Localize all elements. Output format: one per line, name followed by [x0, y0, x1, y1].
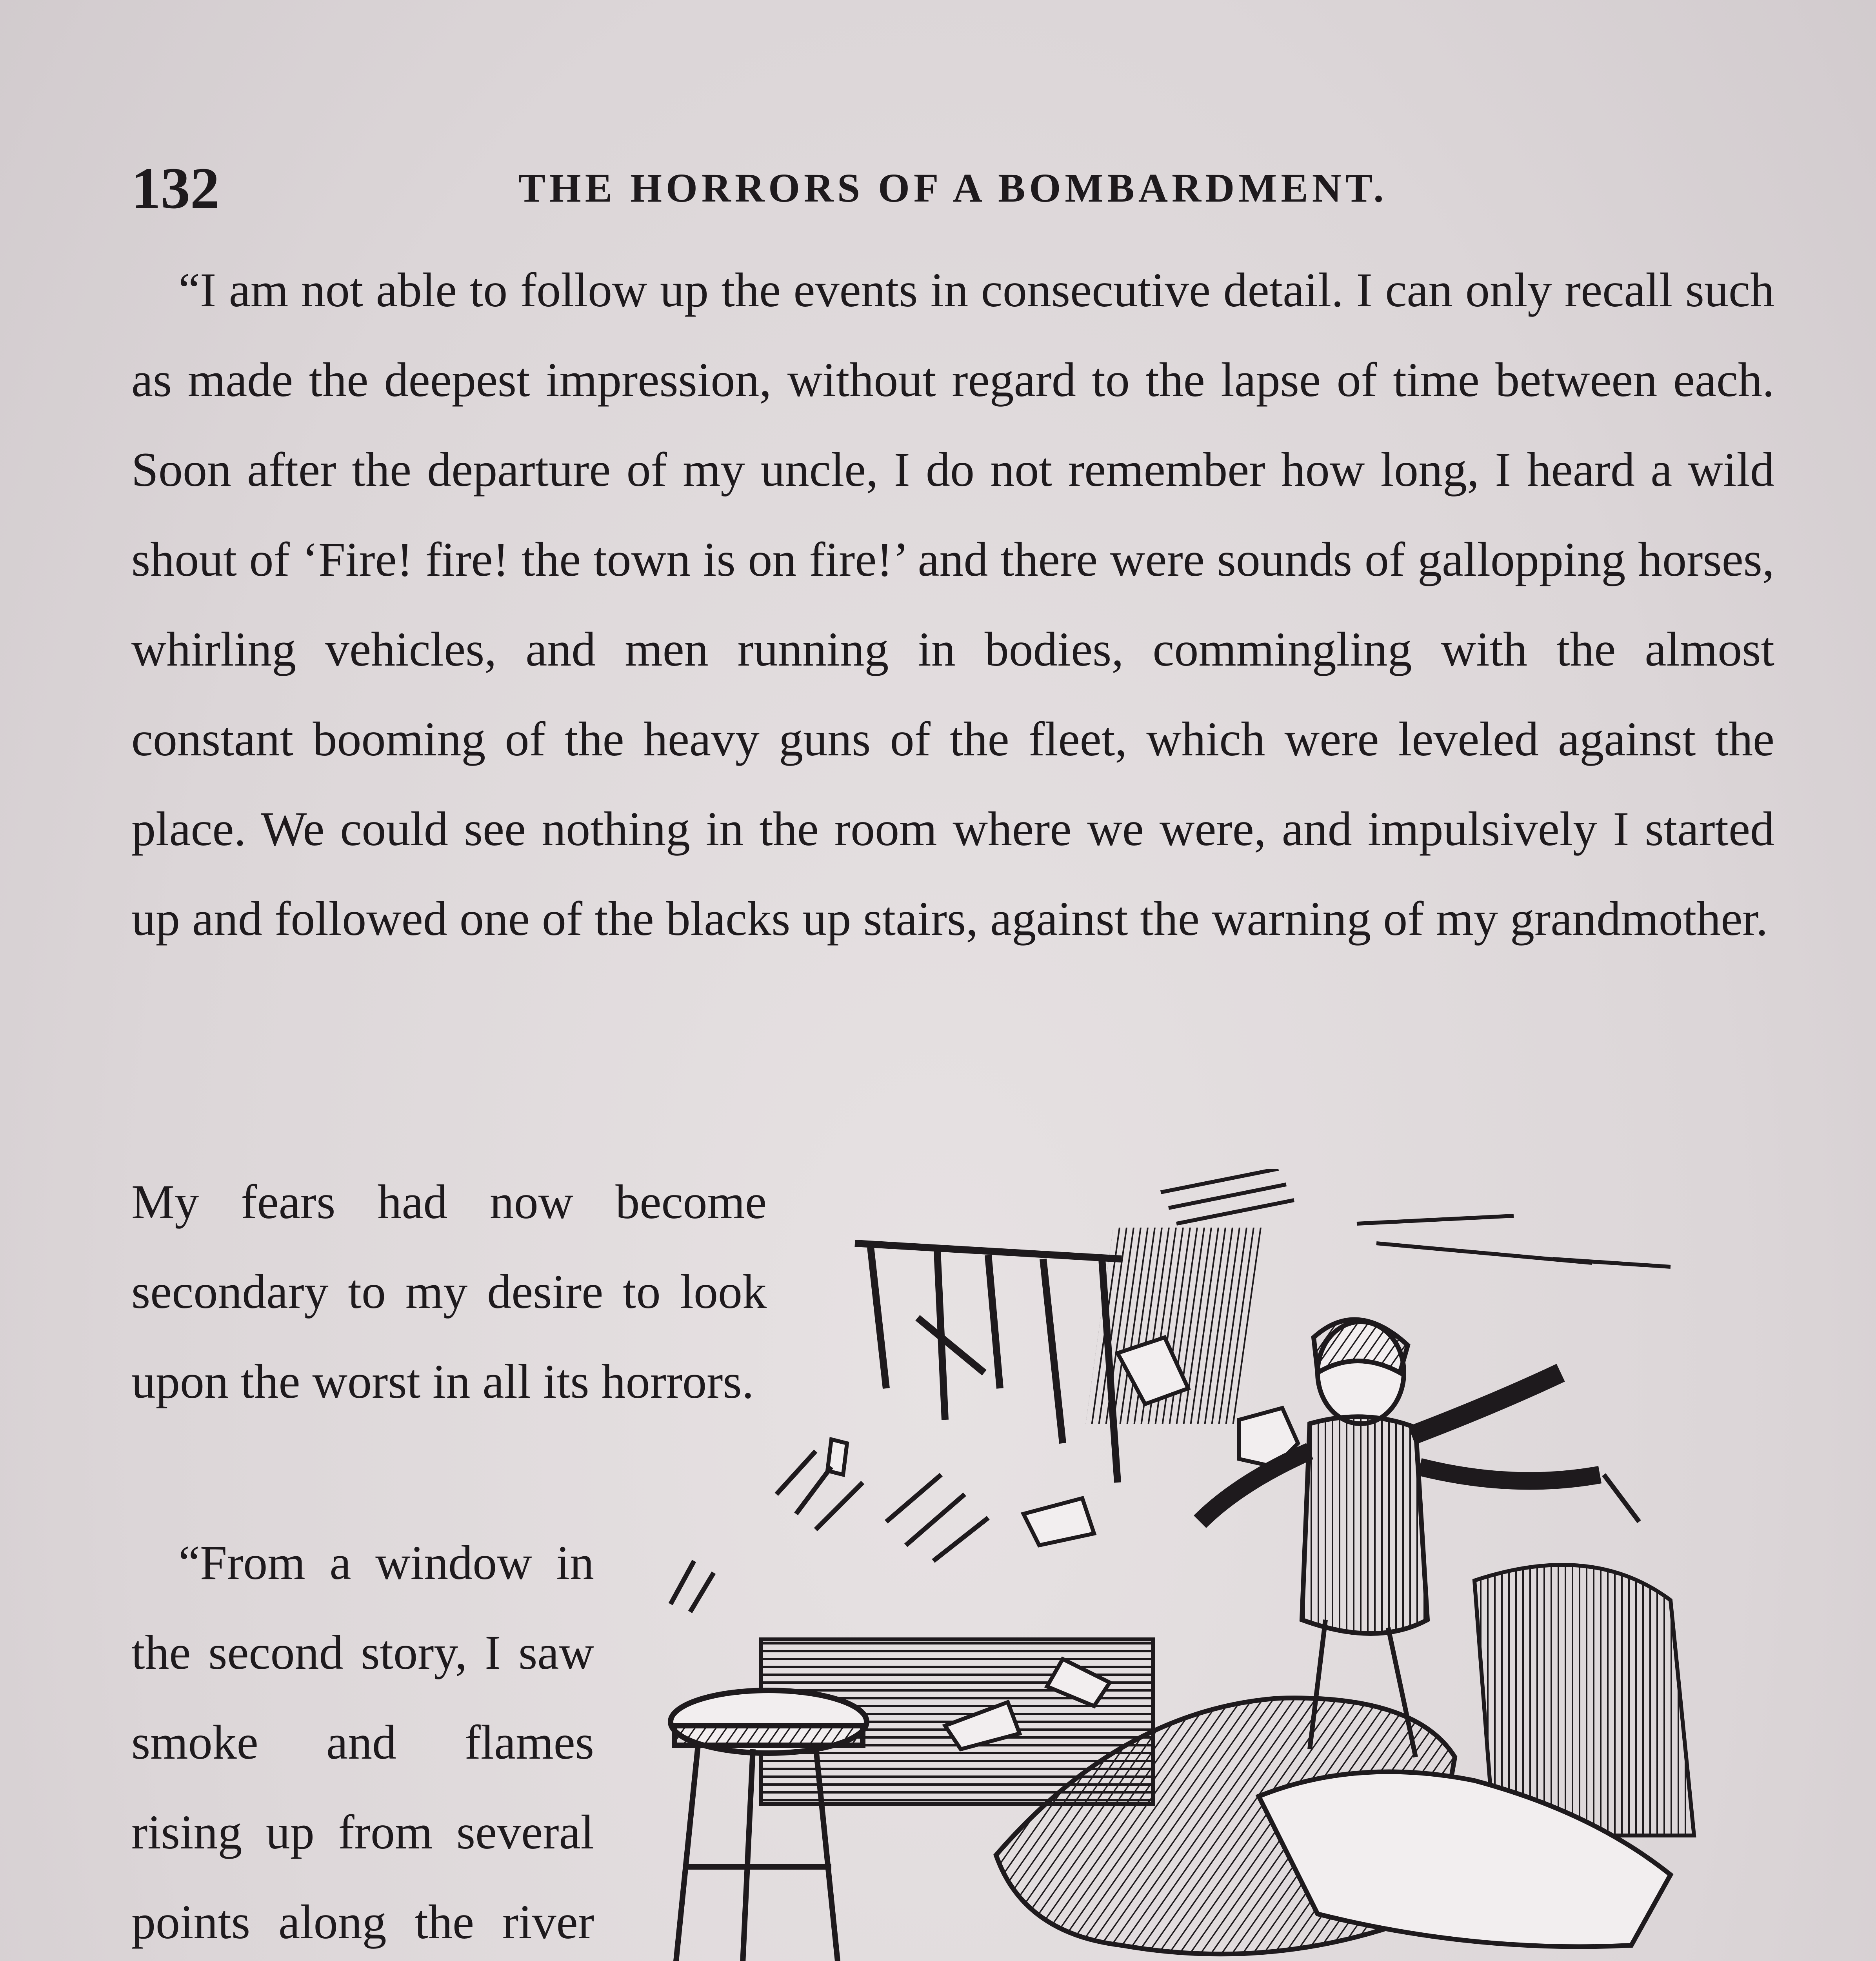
stool — [671, 1690, 867, 1961]
broken-ceiling — [855, 1243, 1122, 1483]
body-text-wrap-2 — [131, 1518, 594, 1961]
paragraph-1-continued: My fears had now become secondary to my desire to look upon the worst in all its horrors. — [131, 1175, 767, 1408]
paragraph-1: “I am not able to follow up the events in consecutive detail. I can only recall such as made the deepest impression, without regard to the lapse of time between each. Soon after the departure of my uncle, I do not remember how long, I heard a wild shout of ‘Fire! fire! the town is on fire!’ and there were sounds of gallopping horses, whirling vehicles, and men running in bodies, commingling with the almost constant booming of the heavy guns of the fleet, which were leveled against the place. We could see nothing in the room where we were, and impulsively I started up and followed one of the blacks up stairs, against the warning of my grandmother. — [131, 263, 1774, 946]
paragraph-2: “From a window in the second story, I saw smoke and flames rising up from several points along the river — [131, 1536, 594, 1949]
body-text-top — [131, 245, 1774, 1182]
running-head: THE HORRORS OF A BOMBARDMENT. — [518, 166, 1388, 211]
engraving-illustration — [612, 1169, 1769, 1961]
page-number: 132 — [131, 156, 220, 221]
page-header — [131, 149, 1774, 227]
bombardment-engraving — [612, 1169, 1769, 1961]
